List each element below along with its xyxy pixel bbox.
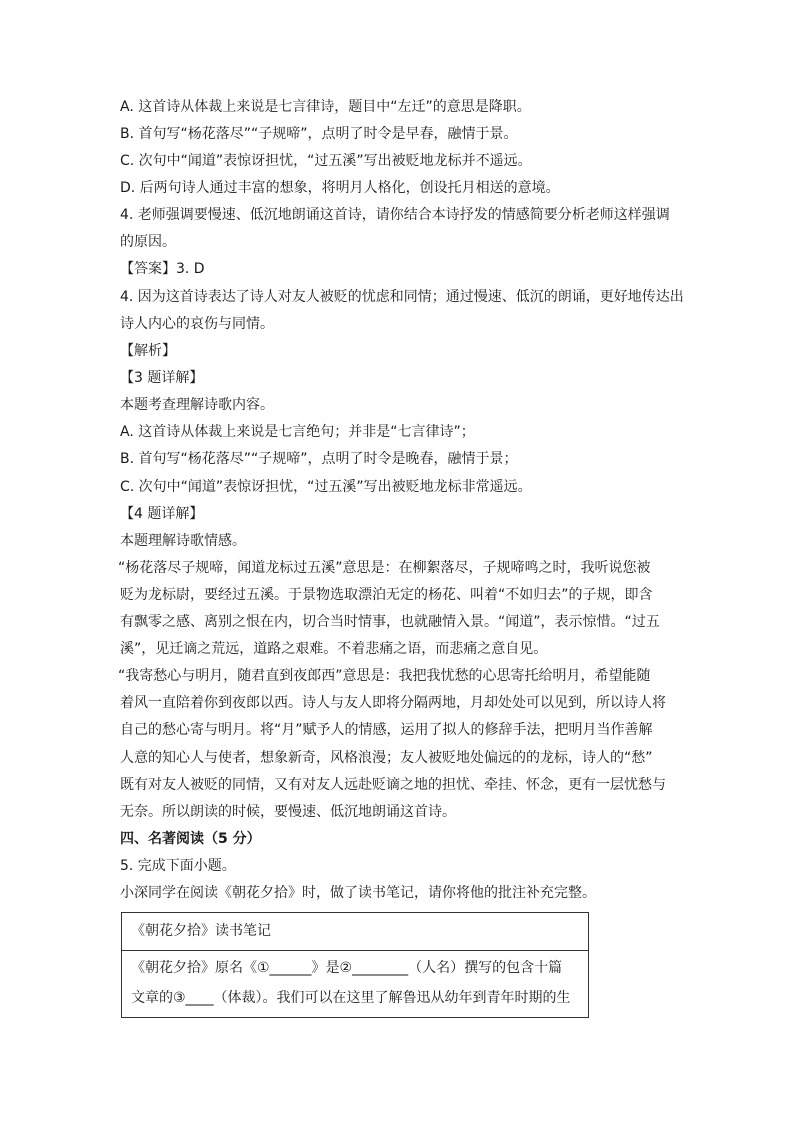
option-c-text: C. 次句中“闻道”表惊讶担忧，“过五溪”写出被贬地龙标并不遥远。 (120, 153, 532, 169)
option-d-text: D. 后两句诗人通过丰富的想象，将明月人格化，创设托月相送的意境。 (120, 180, 560, 196)
reading-note-line-1: 《朝花夕拾》原名《①______》是②________（人名）撰写的包含十篇 (131, 960, 563, 976)
paragraph-2-line-3: 自己的愁心寄与明月。将“月”赋予人的情感，运用了拟人的修辞手法，把明月当作善解 (120, 722, 653, 738)
answer-label: 【答案】3. D (120, 261, 205, 277)
section-heading: 四、名著阅读（5 分） (120, 831, 261, 847)
question-4-text: 4. 老师强调要慢速、低沉地朗诵这首诗，请你结合本诗抒发的情感简要分析老师这样强调 (120, 207, 670, 223)
q4-detail-heading: 【4 题详解】 (120, 506, 204, 522)
paragraph-1-line-2: 贬为龙标尉，要经过五溪。于景物选取漂泊无定的杨花、叫着“不如归去”的子规，即含 (120, 587, 653, 603)
paragraph-2-line-2: 着风一直陪着你到夜郎以西。诗人与友人即将分隔两地，月却处处可以见到，所以诗人将 (120, 695, 666, 711)
q3-detail-heading: 【3 题详解】 (120, 370, 204, 386)
q3-option-b-explain: B. 首句写“杨花落尽”“子规啼”，点明了时令是晚春，融情于景； (120, 451, 518, 467)
paragraph-2-line-5: 既有对友人被贬的同情，又有对友人远赴贬谪之地的担忧、牵挂、怀念，更有一层忧愁与 (120, 777, 666, 793)
reading-note-line-2: 文章的③____（体裁）。我们可以在这里了解鲁迅从幼年到青年时期的生 (131, 990, 571, 1006)
reading-note-table (121, 912, 589, 1018)
question-5-prompt: 小深同学在阅读《朝花夕拾》时，做了读书笔记，请你将他的批注补充完整。 (120, 885, 596, 901)
analysis-label: 【解析】 (120, 343, 176, 359)
question-4-text-cont: 的原因。 (120, 234, 176, 250)
paragraph-2-line-6: 无奈。所以朗读的时候，要慢速、低沉地朗诵这首诗。 (120, 804, 456, 820)
answer-4-text-cont: 诗人内心的哀伤与同情。 (120, 316, 274, 332)
q3-option-c-explain: C. 次句中“闻道”表惊讶担忧，“过五溪”写出被贬地龙标非常遥远。 (120, 479, 532, 495)
paragraph-2-line-4: 人意的知心人与使者，想象新奇，风格浪漫；友人被贬地处偏远的的龙标，诗人的“愁” (120, 750, 653, 766)
reading-note-header-row (122, 913, 588, 951)
paragraph-1-line-3: 有飘零之感、离别之恨在内，切合当时情事，也就融情入景。“闻道”，表示惊惜。“过五 (120, 614, 660, 630)
option-a-text: A. 这首诗从体裁上来说是七言律诗，题目中“左迁”的意思是降职。 (120, 99, 531, 115)
q3-option-a-explain: A. 这首诗从体裁上来说是七言绝句；并非是“七言律诗”； (120, 424, 475, 440)
paragraph-1-line-1: “杨花落尽子规啼，闻道龙标过五溪”意思是：在柳絮落尽，子规啼鸣之时，我听说您被 (118, 560, 651, 576)
q4-detail-text: 本题理解诗歌情感。 (120, 533, 246, 549)
answer-4-text: 4. 因为这首诗表达了诗人对友人被贬的忧虑和同情；通过慢速、低沉的朗诵，更好地传达出 (120, 289, 684, 305)
paragraph-2-line-1: “我寄愁心与明月，随君直到夜郎西”意思是：我把我忧愁的心思寄托给明月，希望能随 (118, 668, 651, 684)
paragraph-1-line-4: 溪”，见迁谪之荒远，道路之艰难。不着悲痛之语，而悲痛之意自见。 (120, 641, 548, 657)
question-5-title: 5. 完成下面小题。 (120, 858, 236, 874)
option-b-text: B. 首句写“杨花落尽”“子规啼”，点明了时令是早春，融情于景。 (120, 126, 518, 142)
q3-detail-text: 本题考查理解诗歌内容。 (120, 397, 274, 413)
reading-note-header: 《朝花夕拾》读书笔记 (131, 923, 271, 939)
